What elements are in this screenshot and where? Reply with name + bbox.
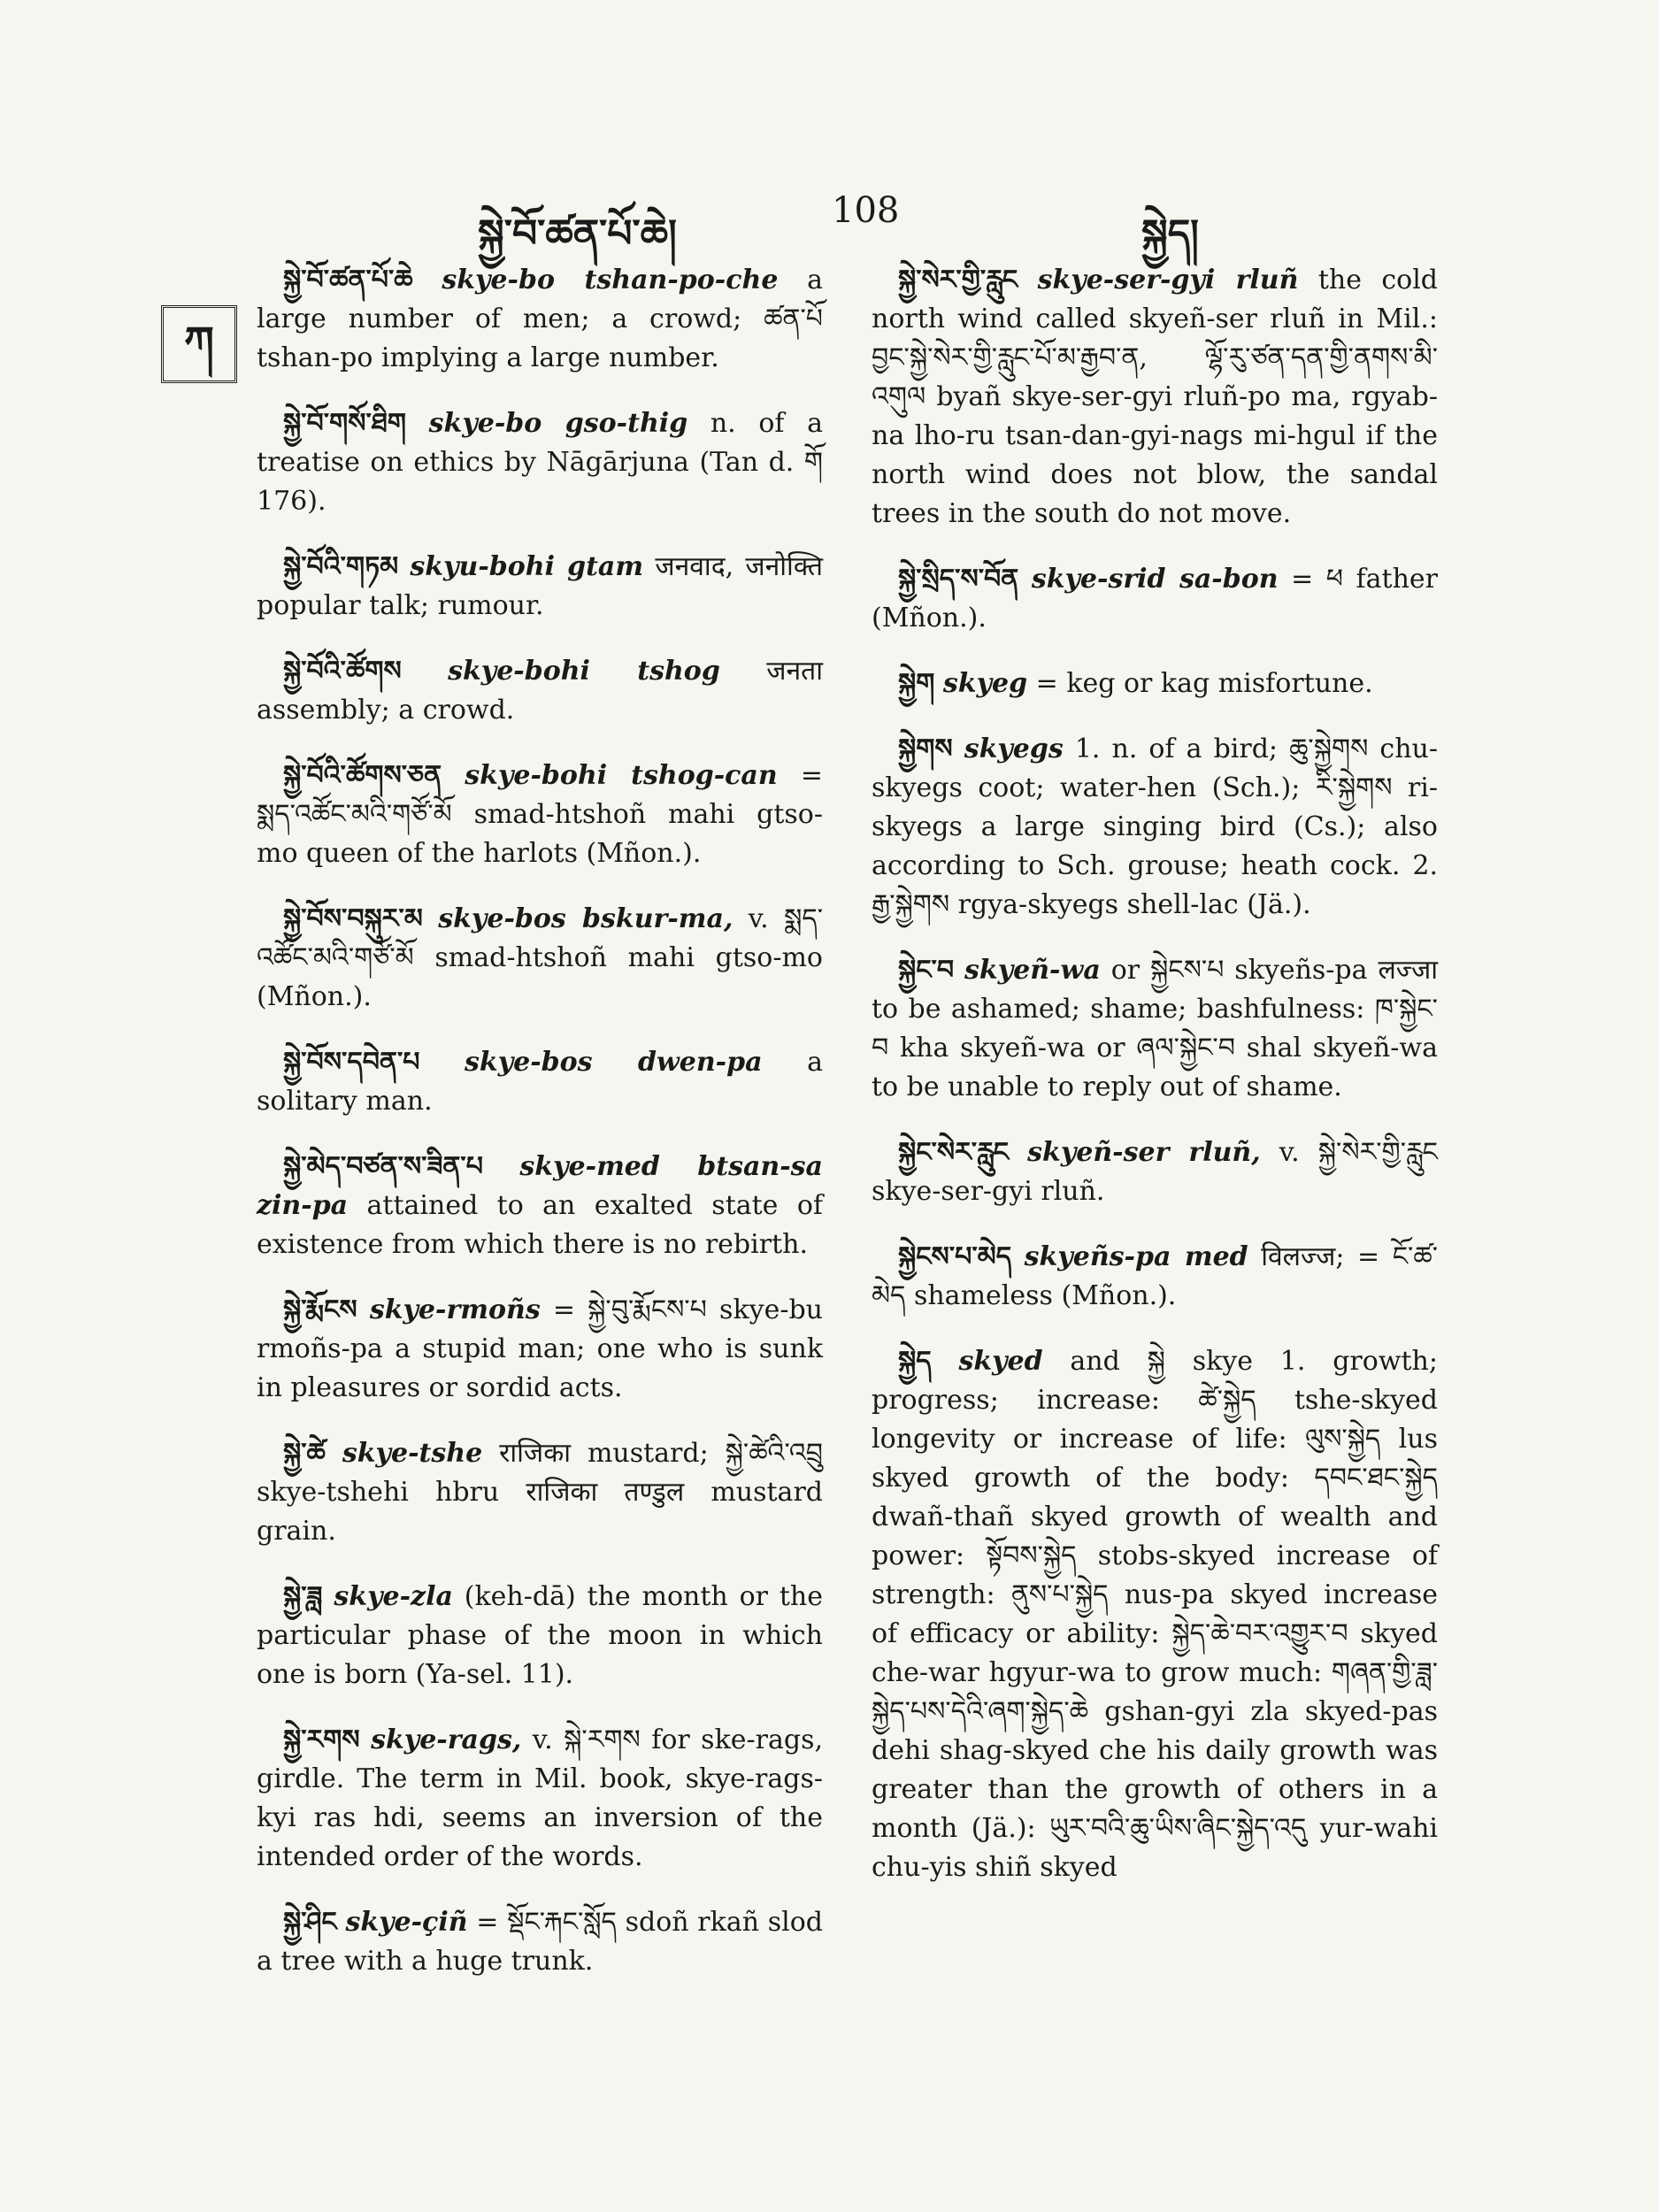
left-column [257, 261, 823, 2008]
entry-transliteration: skye-rags, [371, 1724, 522, 1755]
entry-transliteration: skyeñs-pa med [1024, 1241, 1248, 1272]
entry-definition: v. སྨད་འཚོང་མའི་གཙོ་མོ smad-htshoñ mahi gtso-mo (Mñon.). [257, 903, 823, 1012]
entry-transliteration: skye-srid sa-bon [1031, 564, 1279, 595]
entry-transliteration: skye-bos dwen-pa [465, 1047, 763, 1078]
dictionary-entry [872, 261, 1438, 534]
entry-headword-tibetan: སྐྱེངས་པ་མེད [898, 1241, 1012, 1272]
entry-headword-tibetan: སྐྱེ་ཟླ [283, 1581, 323, 1612]
dictionary-entry [257, 1148, 823, 1264]
entry-definition: राजिका mustard; སྐྱེ་ཚེའི་འབྲུ skye-tshehi hbru राजिका तण्डुल mustard grain. [257, 1438, 823, 1547]
page-header [0, 181, 1659, 257]
dictionary-entry [257, 900, 823, 1017]
dictionary-entry [872, 951, 1438, 1107]
entry-headword-tibetan: སྐྱེ་རྨོངས [283, 1294, 357, 1325]
dictionary-entry [257, 652, 823, 730]
entry-definition: जनवाद, जनोक्ति popular talk; rumour. [257, 551, 824, 621]
dictionary-entry [257, 548, 823, 626]
entry-headword-tibetan: སྐྱེ་བོ་ཚན་པོ་ཆེ [283, 265, 413, 296]
entry-transliteration: skye-ser-gyi rluñ [1037, 265, 1299, 296]
entry-headword-tibetan: སྐྱེ་བོས་དབེན་པ [283, 1047, 420, 1078]
dictionary-entry [257, 1903, 823, 1981]
entry-transliteration: skye-zla [334, 1581, 453, 1612]
entry-definition: v. སྐེ་རགས for ske-rags, girdle. The term in Mil. book, skye-rags-kyi ras hdi, seems an inversion of the intended order of the words. [257, 1724, 823, 1872]
entry-definition: v. སྐྱེ་སེར་གྱི་རླུང skye-ser-gyi rluñ. [872, 1137, 1438, 1207]
entry-transliteration: skyed [958, 1346, 1043, 1377]
entry-transliteration: skyeg [942, 668, 1028, 699]
entry-transliteration: skyu-bohi gtam [410, 551, 644, 582]
entry-transliteration: skye-bohi tshog-can [465, 760, 778, 791]
entry-definition: 1. n. of a bird; ཆུ་སྐྱེགས chu-skyegs coot; water-hen (Sch.); རི་སྐྱེགས ri-skyegs a large singing bird (Cs.); also according to Sch. grouse; heath cock. 2. རྒྱ་སྐྱེགས rgya-skyegs shell-lac (Jä.). [872, 733, 1438, 920]
entry-definition: = སྐྱེ་བུ་རྨོངས་པ skye-bu rmoñs-pa a stupid man; one who is sunk in pleasures or sordid acts. [257, 1294, 823, 1403]
dictionary-entry [872, 730, 1438, 925]
entry-definition: = སྡོང་རྐང་སློད sdoñ rkañ slod a tree with a huge trunk. [257, 1907, 823, 1977]
margin-letter-mark: ཀ [161, 305, 237, 383]
entry-definition: जनता assembly; a crowd. [257, 656, 823, 726]
entry-transliteration: skye-bo tshan-po-che [442, 265, 779, 296]
entry-definition: attained to an exalted state of existence from which there is no rebirth. [257, 1190, 823, 1260]
entry-headword-tibetan: སྐྱེ་རགས [283, 1724, 360, 1755]
entry-transliteration: skye-bo gso-thig [428, 408, 688, 439]
page-number: 108 [832, 190, 900, 231]
dictionary-entry [257, 757, 823, 873]
entry-definition: and སྐྱེ skye 1. growth; progress; increase: ཚེ་སྐྱེད tshe-skyed longevity or increase of life: ལུས་སྐྱེད lus skyed growth of the body: དབང་ཐང་སྐྱེད dwañ-thañ skyed growth of wealth and power: སྟོབས་སྐྱེད stobs-skyed increase of strength: ནུས་པ་སྐྱེད nus-pa skyed increase of efficacy or ability: སྐྱེད་ཆེ་བར་འགྱུར་བ skyed che-war hgyur-wa to grow much: གཞན་གྱི་ཟླ་སྐྱེད་པས་དེའི་ཞག་སྐྱེད་ཆེ gshan-gyi zla skyed-pas dehi shag-skyed che his daily growth was greater than the growth of others in a month (Jä.): ཡུར་བའི་ཆུ་ཡིས་ཞིང་སྐྱེད་འདུ yur-wahi chu-yis shiñ skyed [872, 1346, 1438, 1883]
entry-transliteration: skyeñ-wa [964, 955, 1101, 986]
entry-headword-tibetan: སྐྱེ་བོས་བསྐུར་མ [283, 903, 423, 934]
entry-definition: n. of a treatise on ethics by Nāgārjuna (Tan d. གོ 176). [257, 408, 823, 517]
dictionary-entry [257, 1721, 823, 1877]
entry-definition: a large number of men; a crowd; ཚན་པོ tshan-po implying a large number. [257, 265, 823, 373]
entry-headword-tibetan: སྐྱེ་སེར་གྱི་རླུང [898, 265, 1018, 296]
right-running-head: སྐྱེད། [1141, 211, 1199, 257]
left-running-head: སྐྱེ་བོ་ཚན་པོ་ཆེ། [478, 211, 677, 257]
entry-definition: the cold north wind called skyeñ-ser rluñ in Mil.: བྱང་སྐྱེ་སེར་གྱི་རླུང་པོ་མ་རྒྱབ་ན, ལྷོ་རུ་ཙན་དན་གྱི་ནགས་མི་འགུལ byañ skye-ser-gyi rluñ-po ma, rgyab-na lho-ru tsan-dan-gyi-nags mi-hgul if the north wind does not blow, the sandal trees in the south do not move. [872, 265, 1438, 529]
dictionary-entry [872, 1133, 1438, 1211]
entry-headword-tibetan: སྐྱེ་སྲིད་ས་བོན [898, 564, 1019, 595]
dictionary-entry [257, 1043, 823, 1121]
entry-transliteration: skye-med btsan-sa zin-pa [257, 1151, 823, 1221]
entry-headword-tibetan: སྐྱེད [898, 1346, 932, 1377]
dictionary-entry [257, 1291, 823, 1408]
entry-headword-tibetan: སྐྱེ་བོའི་གཏམ [283, 551, 399, 582]
dictionary-entry [257, 1578, 823, 1694]
entry-headword-tibetan: སྐྱེ་ཚེ [283, 1438, 326, 1469]
entry-definition: (keh-dā) the month or the particular phase of the moon in which one is born (Ya-sel. 11). [257, 1581, 823, 1690]
entry-definition: विलज्ज; = ངོ་ཚ་མེད shameless (Mñon.). [872, 1241, 1439, 1311]
dictionary-entry [872, 560, 1438, 638]
right-column [872, 261, 1438, 1914]
entry-headword-tibetan: སྐྱེགས [898, 733, 953, 764]
entry-transliteration: skye-rmoñs [369, 1294, 541, 1325]
entry-headword-tibetan: སྐྱེ་བོའི་ཚོགས་ཅན [283, 760, 442, 791]
entry-transliteration: skye-bohi tshog [448, 656, 720, 687]
dictionary-entry [257, 261, 823, 378]
dictionary-entry [872, 664, 1438, 703]
entry-transliteration: skye-tshe [342, 1438, 483, 1469]
dictionary-entry [872, 1238, 1438, 1316]
entry-headword-tibetan: སྐྱེ་བོ་གསོ་ཐིག [283, 408, 406, 439]
entry-headword-tibetan: སྐྱེང་བ [898, 955, 955, 986]
entry-headword-tibetan: སྐྱེག [898, 668, 935, 699]
entry-definition: or སྐྱེངས་པ skyeñs-pa लज्जा to be ashamed; shame; bashfulness: ཁ་སྐྱེང་བ kha skyeñ-wa or ཞལ་སྐྱེང་བ shal skyeñ-wa to be unable to reply out of shame. [872, 955, 1438, 1102]
dictionary-entry [872, 1342, 1438, 1887]
entry-transliteration: skyegs [964, 733, 1064, 764]
entry-definition: = keg or kag misfortune. [1035, 668, 1373, 699]
entry-definition: = ཕ father (Mñon.). [872, 564, 1438, 634]
entry-headword-tibetan: སྐྱེ་བོའི་ཚོགས [283, 656, 402, 687]
entry-headword-tibetan: སྐྱེང་སེར་རླུང [898, 1137, 1010, 1168]
dictionary-entry [257, 1434, 823, 1551]
dictionary-entry [257, 404, 823, 521]
entry-transliteration: skye-bos bskur-ma, [438, 903, 733, 934]
entry-headword-tibetan: སྐྱེ་མེད་བཙན་ས་ཟིན་པ [283, 1151, 483, 1182]
entry-definition: a solitary man. [257, 1047, 823, 1117]
entry-definition: = སྨད་འཚོང་མའི་གཙོ་མོ smad-htshoñ mahi gtso-mo queen of the harlots (Mñon.). [257, 760, 823, 869]
entry-headword-tibetan: སྐྱེ་ཤིང [283, 1907, 337, 1938]
entry-transliteration: skye-çiñ [345, 1907, 468, 1938]
entry-transliteration: skyeñ-ser rluñ, [1027, 1137, 1261, 1168]
